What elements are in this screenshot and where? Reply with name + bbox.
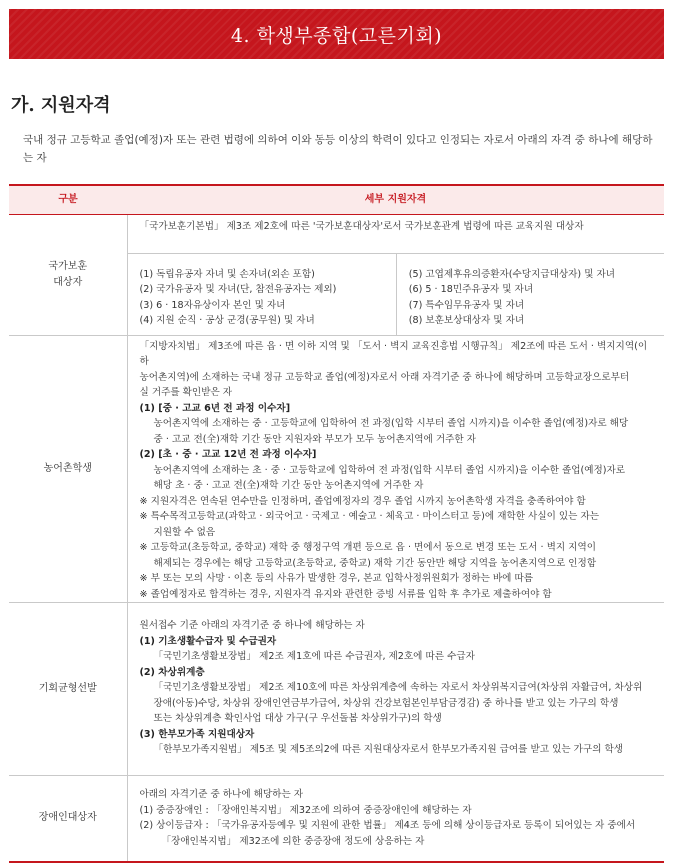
rural-intro-line: 실 거주를 확인받은 자 xyxy=(139,387,233,398)
rural-option-1-line: 중 · 고교 전(全)재학 기간 동안 지원자와 부모가 모두 농어촌지역에 거주한 자 xyxy=(153,433,476,445)
row-veterans xyxy=(9,214,664,335)
section-title: 가. 지원자격 xyxy=(11,95,111,116)
rural-note-cont: 해제되는 경우에는 해당 고등학교(초등학교, 중학교) 재학 기간 동안만 해당 지역을 농어촌지역으로 인정함 xyxy=(153,557,597,569)
disabled-intro: 아래의 자격기준 중 하나에 해당하는 자 xyxy=(139,789,304,800)
equal-option-1-title: (1) 기초생활수급자 및 수급권자 xyxy=(139,635,277,647)
list-item: (4) 지원 순직 · 공상 군경(공무원) 및 자녀 xyxy=(139,315,315,326)
disabled-item-1: (1) 중증장애인 : 「장애인복지법」 제32조에 의하여 중증장애인에 해당하는 자 xyxy=(139,804,472,816)
rural-option-2-title: (2) [초 · 중 · 고교 12년 전 과정 이수자] xyxy=(139,449,317,460)
detail-equal-opportunity xyxy=(127,603,664,776)
rural-note: ※ 졸업예정자로 합격하는 경우, 지원자격 유지와 관련한 증빙 서류를 입학 후 추가로 제출하여야 함 xyxy=(139,588,552,600)
veterans-items xyxy=(128,254,665,335)
category-equal-opportunity: 기회균형선발 xyxy=(9,603,127,776)
rural-option-2-line: 농어촌지역에 소재하는 초 · 중 · 고등학교에 입학하여 전 과정(입학 시부터 졸업 시까지)을 이수한 졸업(예정)자로 xyxy=(153,464,626,476)
list-item: (8) 보훈보상대상자 및 자녀 xyxy=(408,315,525,326)
section-banner xyxy=(9,9,664,59)
banner-title: 4. 학생부종합(고른기회) xyxy=(230,24,443,47)
rural-note: ※ 부 또는 모의 사망 · 이혼 등의 사유가 발생한 경우, 본교 입학사정위원회가 정하는 바에 따름 xyxy=(139,573,534,584)
row-disabled xyxy=(9,776,664,862)
header-detail: 세부 지원자격 xyxy=(127,185,664,214)
rural-option-1-title: (1) [중 · 고교 6년 전 과정 이수자] xyxy=(139,402,291,414)
veterans-items-left xyxy=(128,254,396,335)
equal-option-2-line: 또는 차상위계층 확인사업 대상 가구(구 우선돌봄 차상위가구)의 학생 xyxy=(153,713,442,724)
equal-option-1-line: 「국민기초생활보장법」 제2조 제1호에 따른 수급권자, 제2호에 따른 수급자 xyxy=(153,651,475,662)
equal-option-3-title: (3) 한부모가족 지원대상자 xyxy=(139,728,255,740)
list-item: (1) 독립유공자 자녀 및 손자녀(외손 포함) xyxy=(139,268,315,280)
detail-rural xyxy=(127,335,664,603)
eligibility-table xyxy=(9,184,664,863)
rural-option-2-line: 해당 초 · 중 · 고교 전(全)재학 기간 동안 농어촌지역에 거주한 자 xyxy=(153,480,424,491)
table-header-row xyxy=(9,185,664,214)
detail-veterans xyxy=(127,214,664,335)
rural-note: ※ 지원자격은 연속된 연수만을 인정하며, 졸업예정자의 경우 졸업 시까지 농어촌학생 자격을 충족하여야 함 xyxy=(139,495,586,507)
equal-option-2-line: 「국민기초생활보장법」 제2조 제10호에 따른 차상위계층에 속하는 자로서 차상위복지급여(차상위 자활급여, 차상위 xyxy=(153,682,643,693)
list-item: (5) 고엽제후유의증환자(수당지급대상자) 및 자녀 xyxy=(408,268,616,280)
rural-intro-line: 농어촌지역)에 소재하는 국내 정규 고등학교 졸업(예정)자로서 아래 자격기준 중 하나에 해당하며 고등학교장으로부터 xyxy=(139,371,630,383)
list-item: (6) 5 · 18민주유공자 및 자녀 xyxy=(408,284,534,295)
equal-option-2-title: (2) 차상위계층 xyxy=(139,666,205,678)
equal-intro: 원서접수 기준 아래의 자격기준 중 하나에 해당하는 자 xyxy=(139,620,365,631)
section-intro: 국내 정규 고등학교 졸업(예정)자 또는 관련 법령에 의하여 이와 동등 이상의 학력이 있다고 인정되는 자로서 아래의 자격 중 하나에 해당하는 자 xyxy=(23,134,653,164)
list-item: (3) 6 · 18자유상이자 본인 및 자녀 xyxy=(139,299,286,311)
category-rural: 농어촌학생 xyxy=(9,335,127,603)
rural-note: ※ 고등학교(초등학교, 중학교) 재학 중 행정구역 개편 등으로 읍 · 면에서 동으로 변경 또는 도서 · 벽지 지역이 xyxy=(139,542,596,553)
detail-disabled xyxy=(127,776,664,862)
disabled-item-2-cont: 「장애인복지법」 제32조에 의한 중증장애 정도에 상응하는 자 xyxy=(161,835,425,847)
row-rural xyxy=(9,335,664,603)
rural-intro-line: 「지방자치법」 제3조에 따른 읍 · 면 이하 지역 및 「도서 · 벽지 교육진흥법 시행규칙」 제2조에 따른 도서 · 벽지지역(이하 xyxy=(139,340,648,367)
header-category: 구분 xyxy=(9,185,127,214)
disabled-item-2: (2) 상이등급자 : 「국가유공자등예우 및 지원에 관한 법률」 제4조 등에 의해 상이등급자로 등록이 되어있는 자 중에서 xyxy=(139,820,636,831)
equal-option-2-line: 장애(아동)수당, 차상위 장애인연금부가급여, 차상위 건강보험본인부담금경감) 중 하나를 받고 있는 가구의 학생 xyxy=(153,697,619,709)
rural-note: ※ 특수목적고등학교(과학고 · 외국어고 · 국제고 · 예술고 · 체육고 · 마이스터고 등)에 재학한 사실이 있는 자는 xyxy=(139,511,600,522)
rural-note-cont: 지원할 수 없음 xyxy=(153,526,216,538)
list-item: (2) 국가유공자 및 자녀(단, 참전유공자는 제외) xyxy=(139,284,337,295)
category-disabled: 장애인대상자 xyxy=(9,776,127,862)
list-item: (7) 특수임무유공자 및 자녀 xyxy=(408,299,525,311)
rural-option-1-line: 농어촌지역에 소재하는 중 · 고등학교에 입학하여 전 과정(입학 시부터 졸업 시까지)을 이수한 졸업(예정)자로 해당 xyxy=(153,418,629,429)
veterans-summary: 「국가보훈기본법」 제3조 제2호에 따른 '국가보훈대상자'로서 국가보훈관계 법령에 따른 교육지원 대상자 xyxy=(128,215,665,254)
veterans-items-right xyxy=(396,254,664,335)
category-veterans: 국가보훈 대상자 xyxy=(9,214,127,335)
equal-option-3-line: 「한부모가족지원법」 제5조 및 제5조의2에 따른 지원대상자로서 한부모가족지원 급여를 받고 있는 가구의 학생 xyxy=(153,744,624,755)
row-equal-opportunity xyxy=(9,603,664,776)
